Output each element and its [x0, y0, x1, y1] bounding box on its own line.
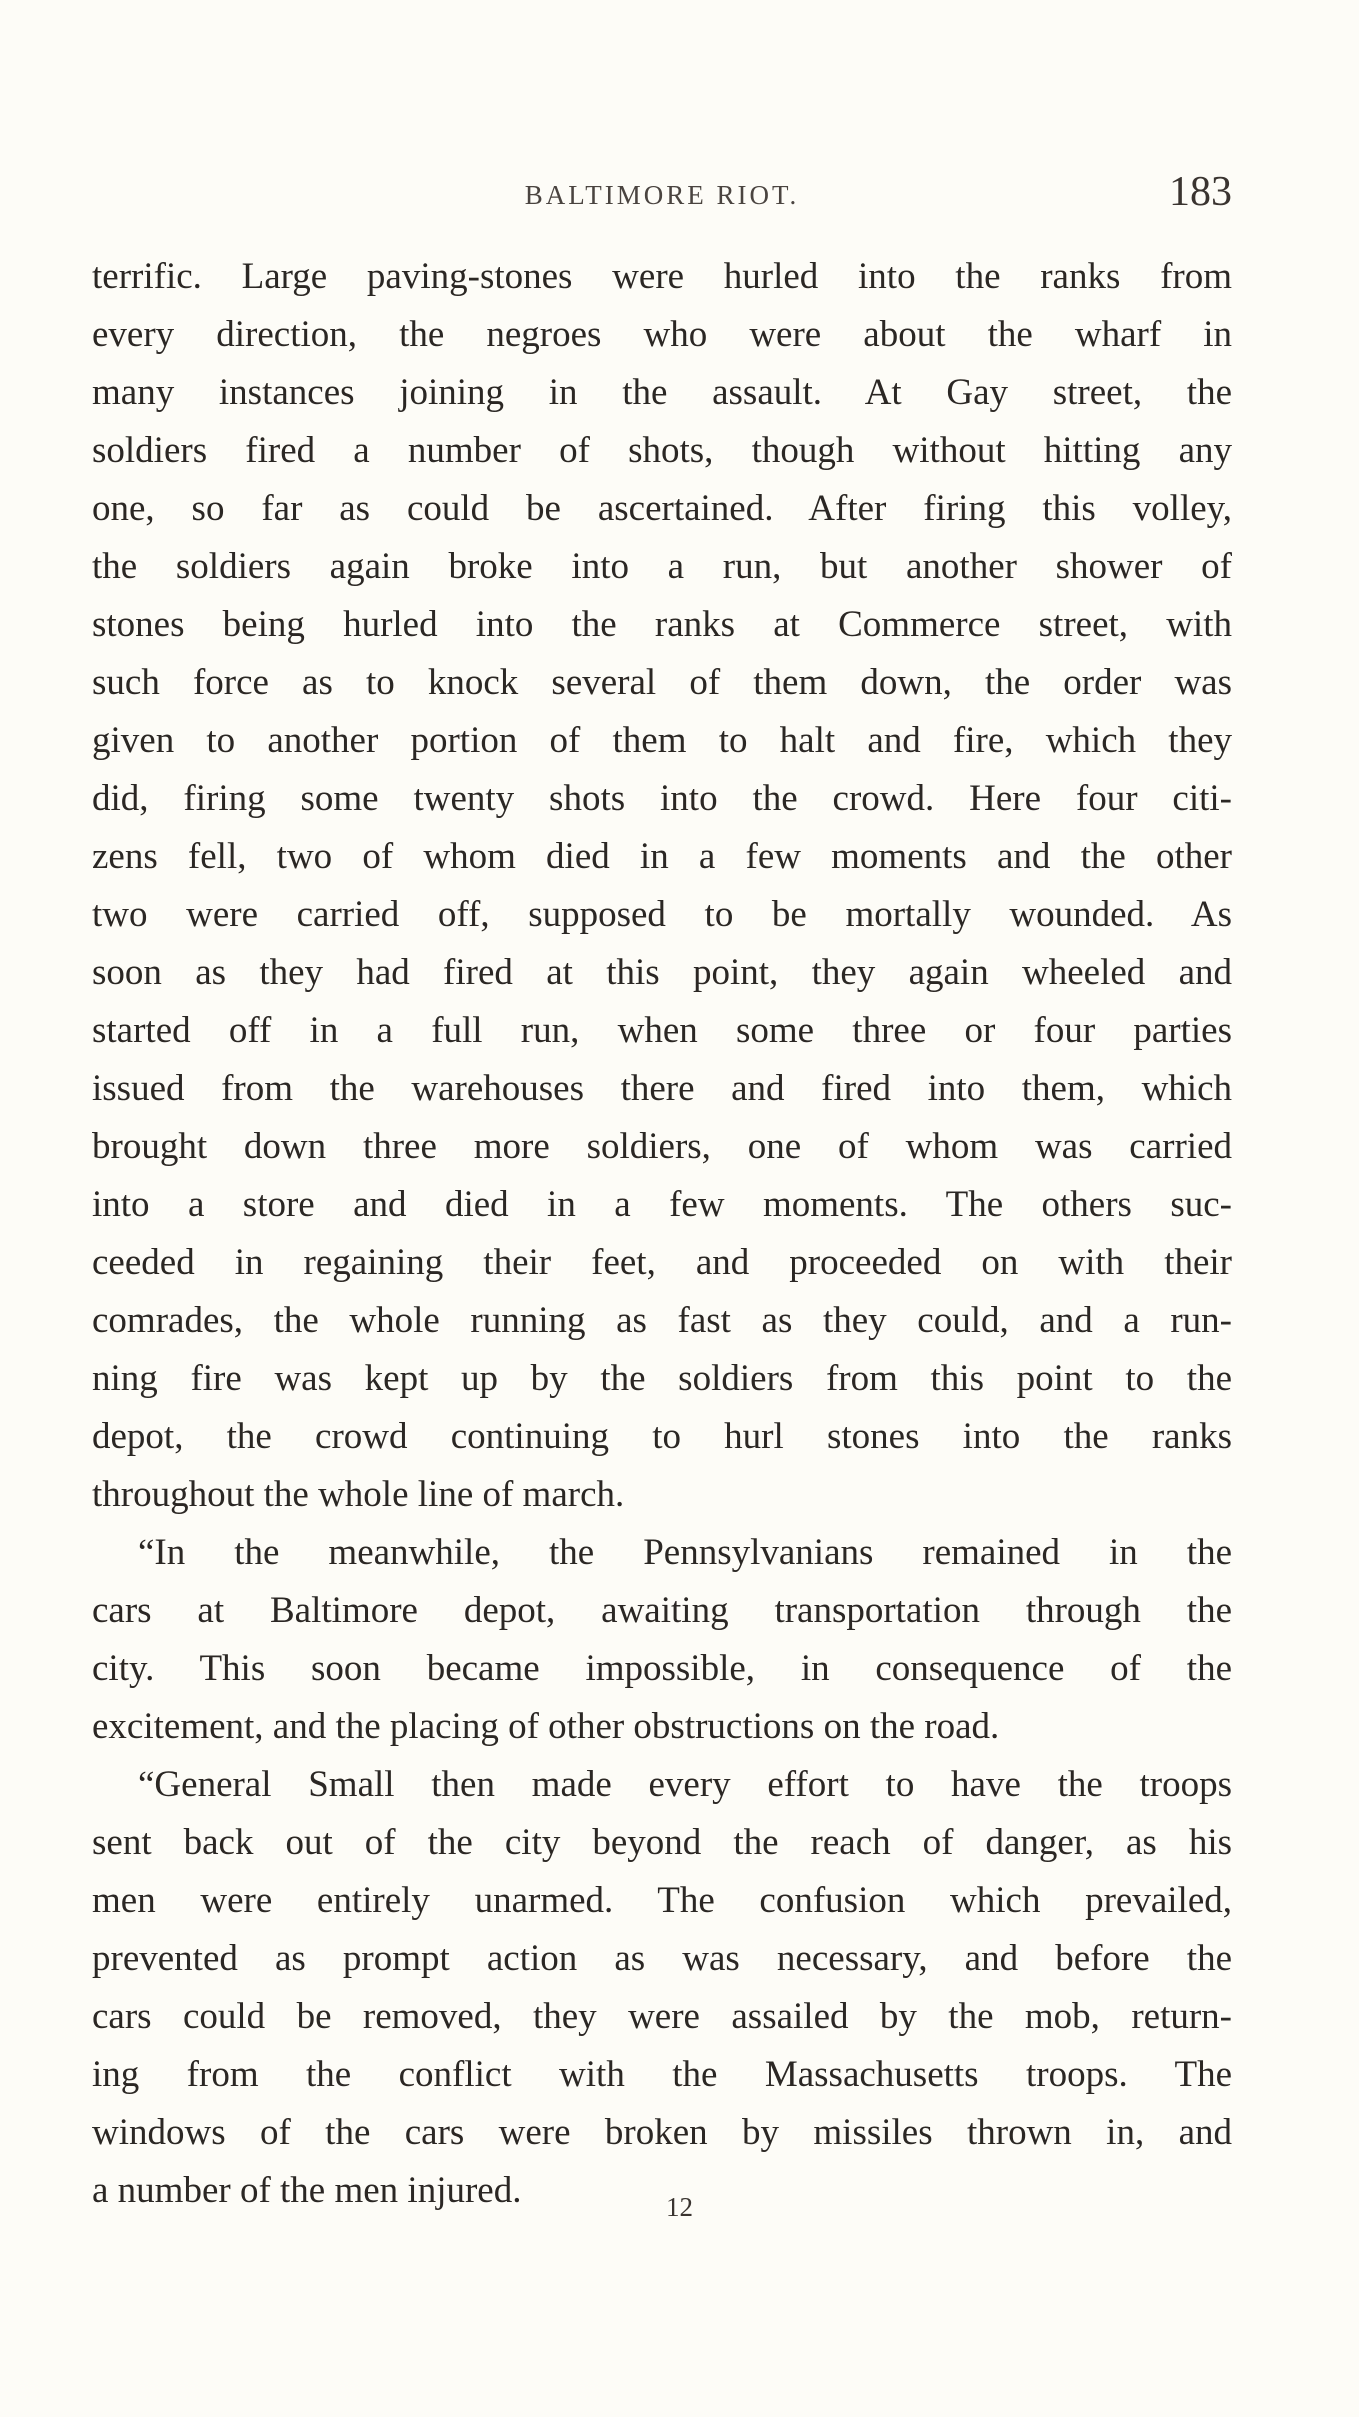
running-head [92, 168, 1232, 228]
text-line: started off in a full run, when some three or four parties [92, 1010, 1232, 1051]
text-line: ing from the conflict with the Massachusetts troops. The [92, 2054, 1232, 2095]
text-line: did, firing some twenty shots into the crowd. Here four citi- [92, 778, 1232, 819]
text-line: men were entirely unarmed. The confusion which prevailed, [92, 1880, 1232, 1921]
page-number: 183 [1169, 169, 1232, 215]
text-line: throughout the whole line of march. [92, 1474, 625, 1515]
text-line: issued from the warehouses there and fired into them, which [92, 1068, 1232, 1109]
text-line: many instances joining in the assault. At Gay street, the [92, 372, 1232, 413]
text-line: ning fire was kept up by the soldiers from this point to the [92, 1358, 1232, 1399]
text-line: every direction, the negroes who were about the wharf in [92, 314, 1232, 355]
text-line: a number of the men injured. [92, 2170, 522, 2211]
text-line: ceeded in regaining their feet, and proceeded on with their [92, 1242, 1232, 1283]
text-line: windows of the cars were broken by missiles thrown in, and [92, 2112, 1232, 2153]
text-line: prevented as prompt action as was necessary, and before the [92, 1938, 1232, 1979]
text-line: into a store and died in a few moments. The others suc- [92, 1184, 1232, 1225]
text-line: zens fell, two of whom died in a few moments and the other [92, 836, 1232, 877]
text-line: depot, the crowd continuing to hurl stones into the ranks [92, 1416, 1232, 1457]
text-line: one, so far as could be ascertained. After firing this volley, [92, 488, 1232, 529]
text-line: soon as they had fired at this point, they again wheeled and [92, 952, 1232, 993]
text-line: stones being hurled into the ranks at Commerce street, with [92, 604, 1232, 645]
body-text [92, 248, 1232, 2220]
text-line: cars could be removed, they were assailed by the mob, return- [92, 1996, 1232, 2037]
text-line: sent back out of the city beyond the reach of danger, as his [92, 1822, 1232, 1863]
text-line: two were carried off, supposed to be mortally wounded. As [92, 894, 1232, 935]
paragraph-start-line: “In the meanwhile, the Pennsylvanians remained in the [138, 1532, 1232, 1573]
text-line: such force as to knock several of them down, the order was [92, 662, 1232, 703]
text-line: the soldiers again broke into a run, but another shower of [92, 546, 1232, 587]
paragraph-start-line: “General Small then made every effort to have the troops [138, 1764, 1232, 1805]
text-line: brought down three more soldiers, one of whom was carried [92, 1126, 1232, 1167]
text-line: given to another portion of them to halt and fire, which they [92, 720, 1232, 761]
text-line: soldiers fired a number of shots, though without hitting any [92, 430, 1232, 471]
text-line: cars at Baltimore depot, awaiting transportation through the [92, 1590, 1232, 1631]
running-title: BALTIMORE RIOT. [524, 180, 800, 210]
text-line: comrades, the whole running as fast as they could, and a run- [92, 1300, 1232, 1341]
text-line: city. This soon became impossible, in consequence of the [92, 1648, 1232, 1689]
text-line: excitement, and the placing of other obstructions on the road. [92, 1706, 1000, 1747]
text-line: terrific. Large paving-stones were hurled into the ranks from [92, 256, 1232, 297]
signature-mark: 12 [666, 2192, 693, 2222]
